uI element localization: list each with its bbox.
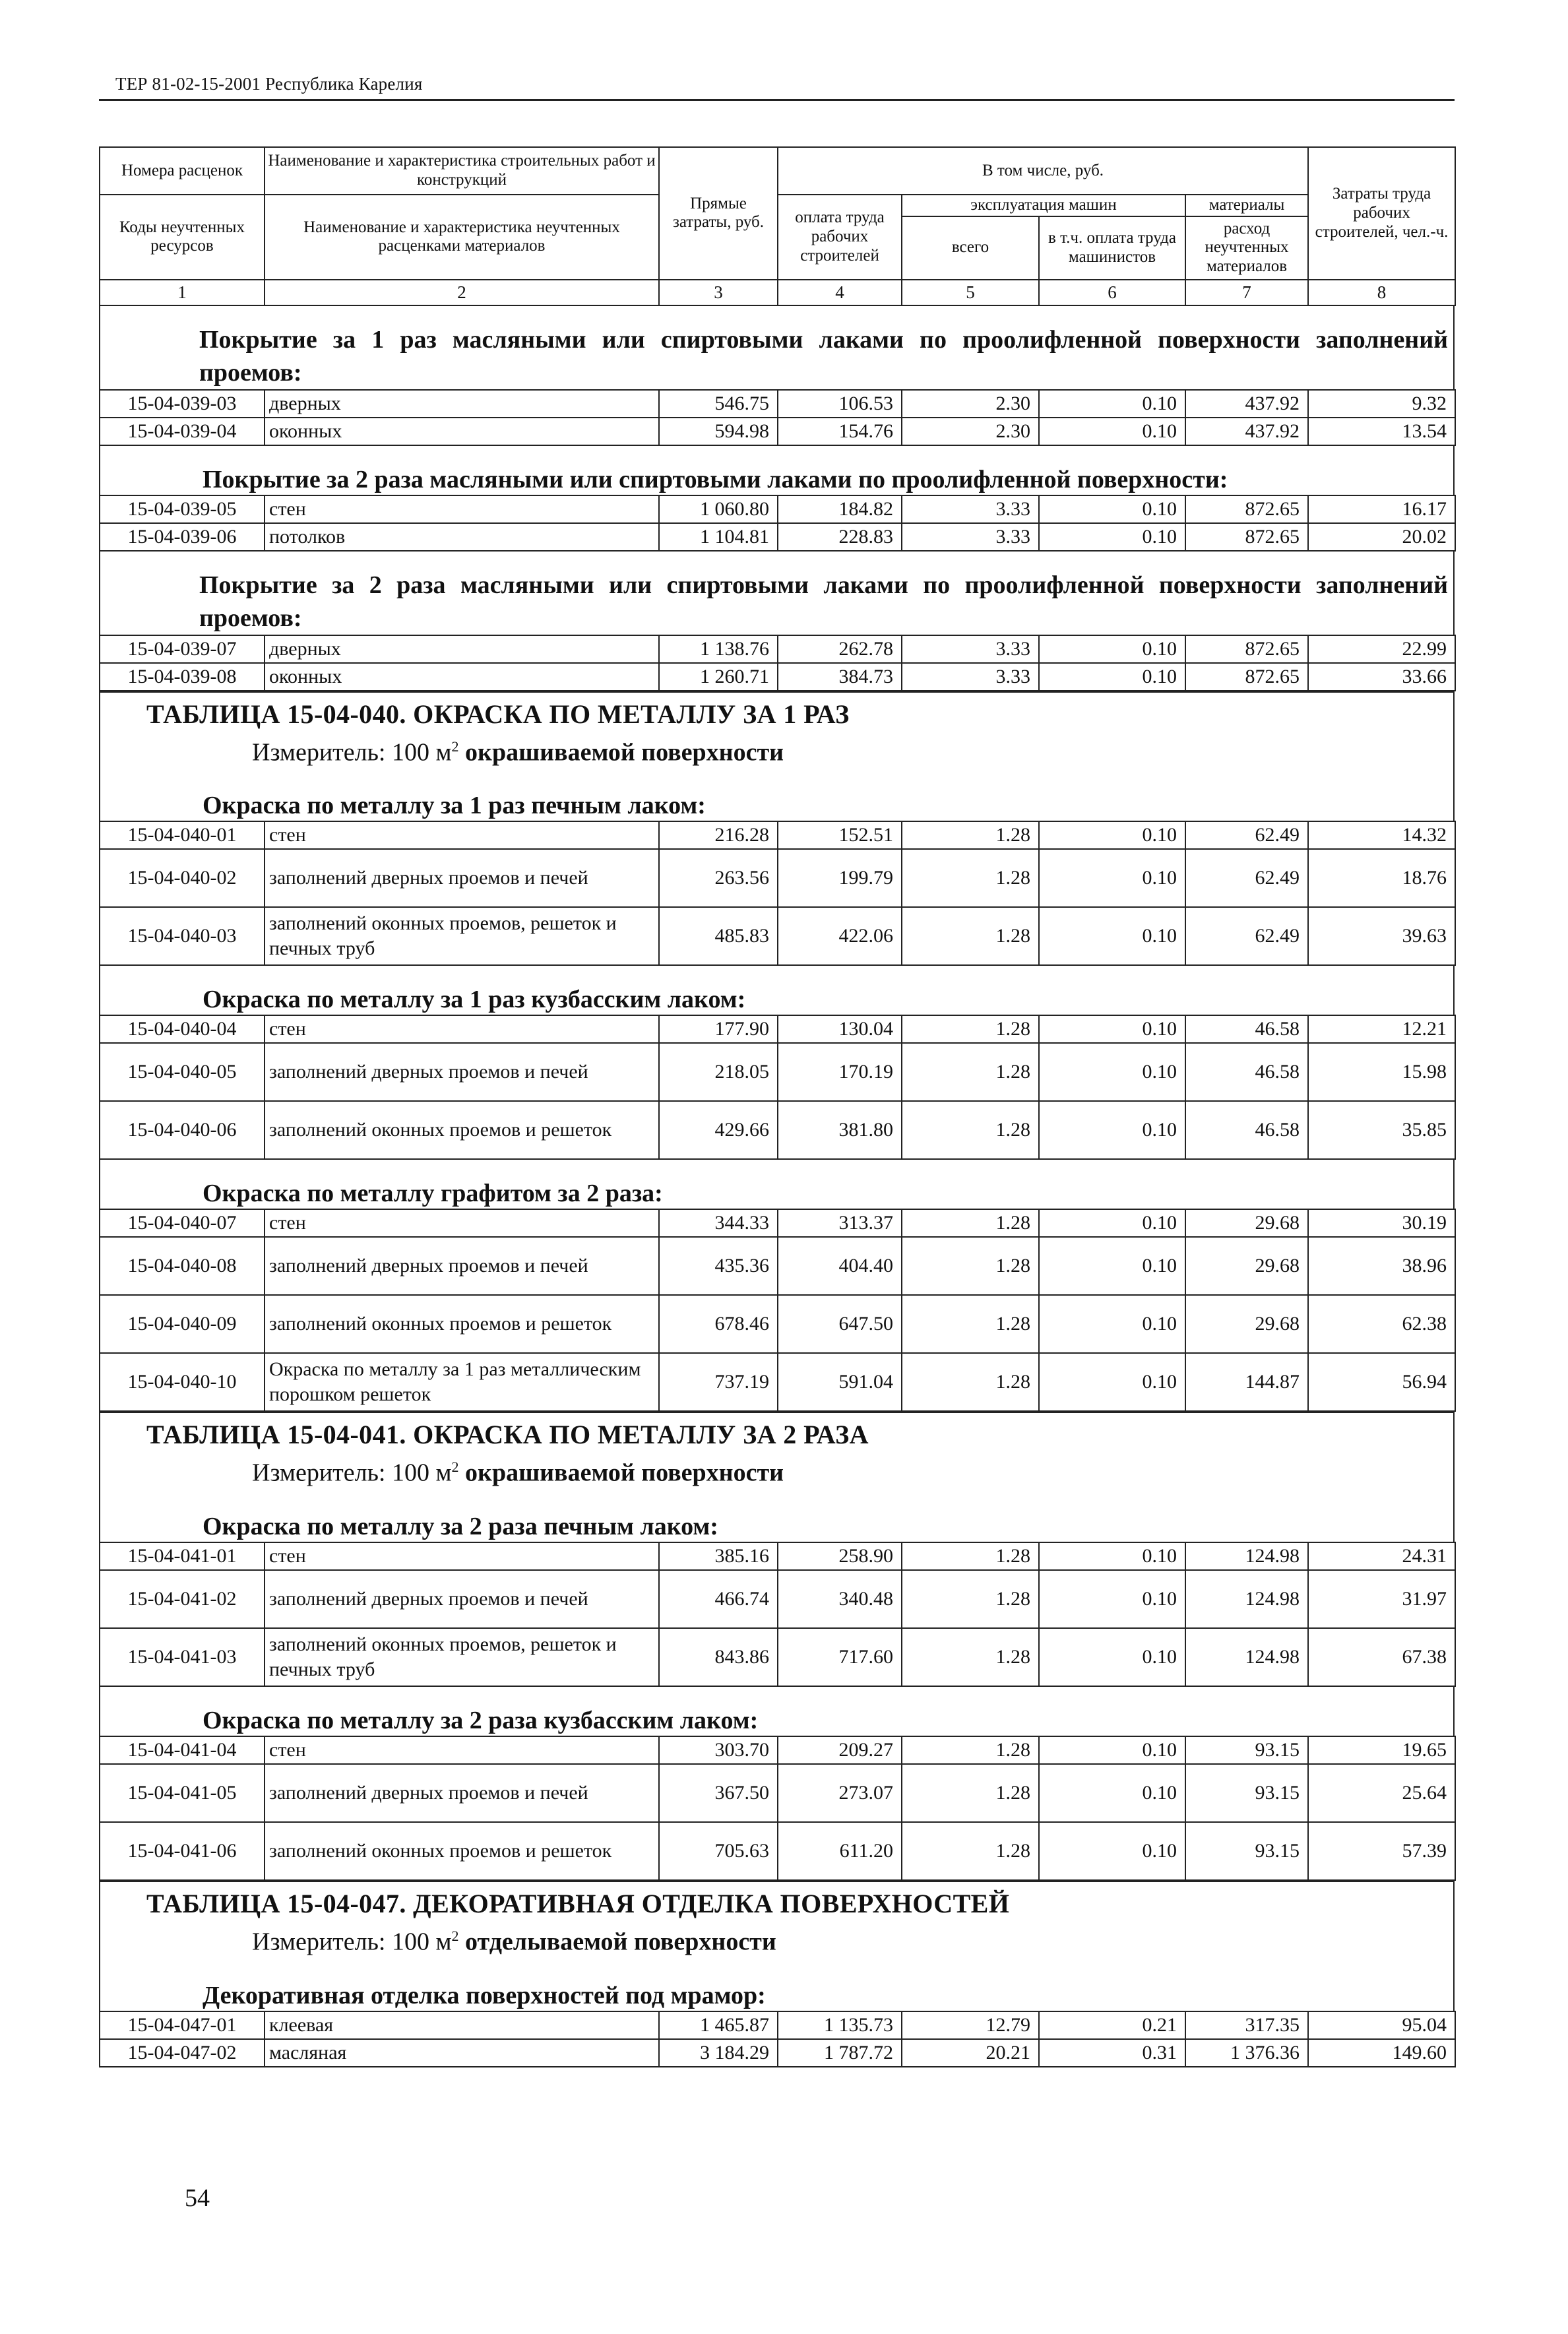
direct-costs: 737.19 [659,1353,778,1411]
direct-costs: 1 138.76 [659,635,778,663]
work-group [99,446,1455,552]
worker-pay: 199.79 [778,849,902,907]
machinist-pay: 0.10 [1039,907,1185,965]
table-row [100,1570,1455,1628]
machines-total: 1.28 [902,1628,1039,1686]
work-name: заполнений оконных проемов, решеток и печных труб [265,1628,659,1686]
material-use: 872.65 [1185,523,1308,551]
measure-object: отделываемой поверхности [465,1928,776,1956]
machinist-pay: 0.10 [1039,523,1185,551]
rate-code: 15-04-039-05 [100,495,265,523]
work-name: оконных [265,418,659,445]
rate-code: 15-04-041-06 [100,1822,265,1880]
direct-costs: 3 184.29 [659,2039,778,2067]
machinist-pay: 0.10 [1039,1736,1185,1764]
material-use: 144.87 [1185,1353,1308,1411]
machinist-pay: 0.21 [1039,2011,1185,2039]
header-including: В том числе, руб. [778,147,1308,195]
rate-code: 15-04-040-08 [100,1237,265,1295]
table-row [100,418,1455,445]
direct-costs: 1 465.87 [659,2011,778,2039]
work-name: оконных [265,663,659,691]
material-use: 62.49 [1185,849,1308,907]
header-number: 5 [902,280,1039,305]
header-direct-costs: Прямые затраты, руб. [659,147,778,280]
machines-total: 1.28 [902,1764,1039,1822]
machines-total: 12.79 [902,2011,1039,2039]
machines-total: 1.28 [902,1237,1039,1295]
rate-code: 15-04-039-03 [100,390,265,418]
table-row [100,907,1455,965]
labor-hours: 22.99 [1308,635,1455,663]
material-use: 124.98 [1185,1570,1308,1628]
labor-hours: 57.39 [1308,1822,1455,1880]
machinist-pay: 0.10 [1039,1043,1185,1101]
machines-total: 3.33 [902,495,1039,523]
measure-unit [100,731,1453,769]
material-use: 437.92 [1185,390,1308,418]
material-use: 29.68 [1185,1295,1308,1353]
header-materials-name: Наименование и характеристика неучтенных расценками материалов [265,195,659,280]
header-number: 4 [778,280,902,305]
rate-code: 15-04-040-09 [100,1295,265,1353]
worker-pay: 262.78 [778,635,902,663]
worker-pay: 384.73 [778,663,902,691]
labor-hours: 16.17 [1308,495,1455,523]
work-name: заполнений дверных проемов и печей [265,1764,659,1822]
header-machinist-pay: в т.ч. оплата труда машинистов [1039,216,1185,280]
work-name: стен [265,1209,659,1237]
labor-hours: 62.38 [1308,1295,1455,1353]
material-use: 62.49 [1185,821,1308,849]
machines-total: 1.28 [902,907,1039,965]
labor-hours: 9.32 [1308,390,1455,418]
header-machines: эксплуатация машин [902,195,1185,216]
measure-unit [100,1451,1453,1489]
group-title: Окраска по металлу за 1 раз кузбасским лаком: [99,966,1455,1015]
labor-hours: 14.32 [1308,821,1455,849]
material-use: 1 376.36 [1185,2039,1308,2067]
machines-total: 1.28 [902,1570,1039,1628]
machinist-pay: 0.10 [1039,1209,1185,1237]
column-header-table [99,146,1456,306]
labor-hours: 33.66 [1308,663,1455,691]
work-name: стен [265,1736,659,1764]
table-row [100,1764,1455,1822]
header-number: 1 [100,280,265,305]
material-use: 437.92 [1185,418,1308,445]
worker-pay: 717.60 [778,1628,902,1686]
machines-total: 3.33 [902,663,1039,691]
header-machines-total: всего [902,216,1039,280]
table-row [100,1043,1455,1101]
machines-total: 1.28 [902,1015,1039,1043]
work-name: Окраска по металлу за 1 раз металлическим порошком решеток [265,1353,659,1411]
direct-costs: 429.66 [659,1101,778,1159]
work-name: заполнений оконных проемов, решеток и печных труб [265,907,659,965]
table-row [100,1237,1455,1295]
rate-code: 15-04-041-03 [100,1628,265,1686]
header-materials: материалы [1185,195,1308,216]
machinist-pay: 0.10 [1039,1101,1185,1159]
worker-pay: 381.80 [778,1101,902,1159]
machinist-pay: 0.10 [1039,1015,1185,1043]
table-row [100,1628,1455,1686]
work-group [99,772,1455,966]
worker-pay: 273.07 [778,1764,902,1822]
labor-hours: 18.76 [1308,849,1455,907]
rate-code: 15-04-040-01 [100,821,265,849]
labor-hours: 67.38 [1308,1628,1455,1686]
machinist-pay: 0.10 [1039,1764,1185,1822]
worker-pay: 184.82 [778,495,902,523]
machinist-pay: 0.10 [1039,390,1185,418]
rates-table [99,821,1456,966]
machines-total: 1.28 [902,1736,1039,1764]
machines-total: 1.28 [902,1043,1039,1101]
rate-code: 15-04-039-04 [100,418,265,445]
machines-total: 3.33 [902,523,1039,551]
header-number: 8 [1308,280,1455,305]
table-row [100,849,1455,907]
machinist-pay: 0.10 [1039,1353,1185,1411]
machines-total: 1.28 [902,1101,1039,1159]
worker-pay: 154.76 [778,418,902,445]
worker-pay: 647.50 [778,1295,902,1353]
table-row [100,390,1455,418]
machinist-pay: 0.10 [1039,418,1185,445]
rate-code: 15-04-040-06 [100,1101,265,1159]
work-group [99,1493,1455,1687]
worker-pay: 1 787.72 [778,2039,902,2067]
labor-hours: 95.04 [1308,2011,1455,2039]
group-title: Окраска по металлу за 2 раза печным лаком: [99,1493,1455,1542]
direct-costs: 1 060.80 [659,495,778,523]
header-labor-costs: Затраты труда рабочих строителей, чел.-ч. [1308,147,1455,280]
work-name: стен [265,495,659,523]
direct-costs: 1 260.71 [659,663,778,691]
machinist-pay: 0.10 [1039,1237,1185,1295]
machines-total: 2.30 [902,390,1039,418]
labor-hours: 149.60 [1308,2039,1455,2067]
direct-costs: 466.74 [659,1570,778,1628]
group-title: Декоративная отделка поверхностей под мрамор: [99,1962,1455,2011]
group-title: Окраска по металлу за 2 раза кузбасским лаком: [99,1687,1455,1736]
work-name: заполнений оконных проемов и решеток [265,1822,659,1880]
direct-costs: 594.98 [659,418,778,445]
labor-hours: 19.65 [1308,1736,1455,1764]
direct-costs: 177.90 [659,1015,778,1043]
table-heading-block [99,691,1455,773]
work-name: заполнений дверных проемов и печей [265,1570,659,1628]
table-row [100,1295,1455,1353]
work-name: дверных [265,635,659,663]
rates-table [99,1015,1456,1160]
table-row [100,663,1455,691]
labor-hours: 13.54 [1308,418,1455,445]
measure-object: окрашиваемой поверхности [465,1459,784,1488]
machinist-pay: 0.10 [1039,1822,1185,1880]
running-head: ТЕР 81-02-15-2001 Республика Карелия [115,74,423,94]
worker-pay: 404.40 [778,1237,902,1295]
work-group [99,1687,1455,1881]
measure-exponent: 2 [451,1459,459,1476]
material-use: 93.15 [1185,1822,1308,1880]
direct-costs: 1 104.81 [659,523,778,551]
work-name: стен [265,821,659,849]
measure-unit [100,1920,1453,1958]
machines-total: 20.21 [902,2039,1039,2067]
table-row [100,1542,1455,1570]
rates-table [99,635,1456,691]
rate-code: 15-04-040-05 [100,1043,265,1101]
worker-pay: 1 135.73 [778,2011,902,2039]
machines-total: 1.28 [902,821,1039,849]
work-group [99,306,1455,446]
material-use: 46.58 [1185,1043,1308,1101]
work-group [99,1962,1455,2067]
rate-code: 15-04-039-06 [100,523,265,551]
worker-pay: 106.53 [778,390,902,418]
direct-costs: 678.46 [659,1295,778,1353]
measure-exponent: 2 [451,738,459,755]
header-rates-number: Номера расценок [100,147,265,195]
measure-exponent: 2 [451,1928,459,1945]
worker-pay: 611.20 [778,1822,902,1880]
work-name: дверных [265,390,659,418]
table-row [100,2011,1455,2039]
work-name: стен [265,1542,659,1570]
machinist-pay: 0.10 [1039,663,1185,691]
labor-hours: 20.02 [1308,523,1455,551]
machinist-pay: 0.10 [1039,1542,1185,1570]
worker-pay: 591.04 [778,1353,902,1411]
table-heading-block [99,1881,1455,1962]
worker-pay: 340.48 [778,1570,902,1628]
labor-hours: 30.19 [1308,1209,1455,1237]
direct-costs: 303.70 [659,1736,778,1764]
direct-costs: 843.86 [659,1628,778,1686]
rate-code: 15-04-041-04 [100,1736,265,1764]
header-worker-pay: оплата труда рабочих строителей [778,195,902,280]
header-number: 6 [1039,280,1185,305]
work-group [99,1160,1455,1412]
work-name: заполнений оконных проемов и решеток [265,1295,659,1353]
direct-costs: 705.63 [659,1822,778,1880]
rate-code: 15-04-040-03 [100,907,265,965]
table-title: ТАБЛИЦА 15-04-047. ДЕКОРАТИВНАЯ ОТДЕЛКА ПОВЕРХНОСТЕЙ [146,1889,1010,1919]
worker-pay: 422.06 [778,907,902,965]
rate-code: 15-04-040-07 [100,1209,265,1237]
material-use: 872.65 [1185,495,1308,523]
material-use: 46.58 [1185,1101,1308,1159]
machines-total: 1.28 [902,1295,1039,1353]
work-group [99,966,1455,1160]
worker-pay: 170.19 [778,1043,902,1101]
direct-costs: 546.75 [659,390,778,418]
group-title: Окраска по металлу графитом за 2 раза: [99,1160,1455,1209]
rate-code: 15-04-039-07 [100,635,265,663]
table-body [99,306,1455,2067]
group-title: Окраска по металлу за 1 раз печным лаком: [99,772,1455,821]
machinist-pay: 0.10 [1039,849,1185,907]
rate-code: 15-04-040-10 [100,1353,265,1411]
measure-object: окрашиваемой поверхности [465,738,784,767]
machines-total: 1.28 [902,849,1039,907]
machinist-pay: 0.10 [1039,1295,1185,1353]
header-rule [99,99,1455,101]
direct-costs: 344.33 [659,1209,778,1237]
material-use: 872.65 [1185,635,1308,663]
worker-pay: 313.37 [778,1209,902,1237]
group-title: Покрытие за 2 раза масляными или спиртовыми лаками по проолифленной поверхности заполнений проемов: [99,552,1455,635]
labor-hours: 25.64 [1308,1764,1455,1822]
material-use: 62.49 [1185,907,1308,965]
labor-hours: 12.21 [1308,1015,1455,1043]
material-use: 46.58 [1185,1015,1308,1043]
work-group [99,552,1455,691]
table-row [100,821,1455,849]
labor-hours: 24.31 [1308,1542,1455,1570]
table-row [100,1822,1455,1880]
rates-table [99,1542,1456,1687]
rate-code: 15-04-040-04 [100,1015,265,1043]
group-title: Покрытие за 1 раз масляными или спиртовыми лаками по проолифленной поверхности заполнений проемов: [99,306,1455,389]
table-row [100,2039,1455,2067]
work-name: стен [265,1015,659,1043]
labor-hours: 31.97 [1308,1570,1455,1628]
table-row [100,1353,1455,1411]
direct-costs: 385.16 [659,1542,778,1570]
table-row [100,1015,1455,1043]
material-use: 872.65 [1185,663,1308,691]
work-name: клеевая [265,2011,659,2039]
table-heading-block [99,1412,1455,1493]
rate-code: 15-04-047-02 [100,2039,265,2067]
table-title: ТАБЛИЦА 15-04-041. ОКРАСКА ПО МЕТАЛЛУ ЗА 2 РАЗА [146,1420,869,1450]
rate-table [99,146,1455,2067]
header-resource-codes: Коды неучтенных ресурсов [100,195,265,280]
table-title: ТАБЛИЦА 15-04-040. ОКРАСКА ПО МЕТАЛЛУ ЗА 1 РАЗ [146,699,850,729]
work-name: заполнений дверных проемов и печей [265,1237,659,1295]
machinist-pay: 0.10 [1039,821,1185,849]
worker-pay: 130.04 [778,1015,902,1043]
work-name: заполнений дверных проемов и печей [265,849,659,907]
table-row [100,1209,1455,1237]
table-row [100,523,1455,551]
direct-costs: 218.05 [659,1043,778,1101]
measure-prefix: Измеритель: 100 м [252,738,452,767]
direct-costs: 216.28 [659,821,778,849]
machinist-pay: 0.10 [1039,635,1185,663]
worker-pay: 152.51 [778,821,902,849]
worker-pay: 228.83 [778,523,902,551]
material-use: 317.35 [1185,2011,1308,2039]
machines-total: 3.33 [902,635,1039,663]
labor-hours: 38.96 [1308,1237,1455,1295]
measure-prefix: Измеритель: 100 м [252,1459,452,1488]
work-name: заполнений оконных проемов и решеток [265,1101,659,1159]
rates-table [99,1209,1456,1412]
material-use: 29.68 [1185,1209,1308,1237]
rate-code: 15-04-039-08 [100,663,265,691]
rates-table [99,1736,1456,1881]
direct-costs: 367.50 [659,1764,778,1822]
rates-table [99,389,1456,446]
rates-table [99,495,1456,552]
header-number: 2 [265,280,659,305]
labor-hours: 35.85 [1308,1101,1455,1159]
labor-hours: 15.98 [1308,1043,1455,1101]
header-work-name: Наименование и характеристика строительных работ и конструкций [265,147,659,195]
work-name: масляная [265,2039,659,2067]
machines-total: 2.30 [902,418,1039,445]
material-use: 93.15 [1185,1764,1308,1822]
worker-pay: 258.90 [778,1542,902,1570]
rate-code: 15-04-041-02 [100,1570,265,1628]
machinist-pay: 0.10 [1039,1628,1185,1686]
group-title: Покрытие за 2 раза масляными или спиртовыми лаками по проолифленной поверхности: [99,446,1455,495]
rates-table [99,2011,1456,2067]
machines-total: 1.28 [902,1822,1039,1880]
table-row [100,495,1455,523]
work-name: потолков [265,523,659,551]
direct-costs: 485.83 [659,907,778,965]
labor-hours: 39.63 [1308,907,1455,965]
machinist-pay: 0.31 [1039,2039,1185,2067]
page-number: 54 [185,2184,210,2212]
rate-code: 15-04-041-05 [100,1764,265,1822]
direct-costs: 263.56 [659,849,778,907]
machinist-pay: 0.10 [1039,495,1185,523]
material-use: 29.68 [1185,1237,1308,1295]
rate-code: 15-04-040-02 [100,849,265,907]
work-name: заполнений дверных проемов и печей [265,1043,659,1101]
worker-pay: 209.27 [778,1736,902,1764]
table-row [100,1101,1455,1159]
table-row [100,635,1455,663]
labor-hours: 56.94 [1308,1353,1455,1411]
material-use: 93.15 [1185,1736,1308,1764]
machinist-pay: 0.10 [1039,1570,1185,1628]
material-use: 124.98 [1185,1542,1308,1570]
machines-total: 1.28 [902,1209,1039,1237]
table-row [100,1736,1455,1764]
machines-total: 1.28 [902,1542,1039,1570]
material-use: 124.98 [1185,1628,1308,1686]
rate-code: 15-04-041-01 [100,1542,265,1570]
measure-prefix: Измеритель: 100 м [252,1928,452,1956]
rate-code: 15-04-047-01 [100,2011,265,2039]
header-number: 3 [659,280,778,305]
machines-total: 1.28 [902,1353,1039,1411]
direct-costs: 435.36 [659,1237,778,1295]
header-material-use: расход неучтенных материалов [1185,216,1308,280]
header-number: 7 [1185,280,1308,305]
